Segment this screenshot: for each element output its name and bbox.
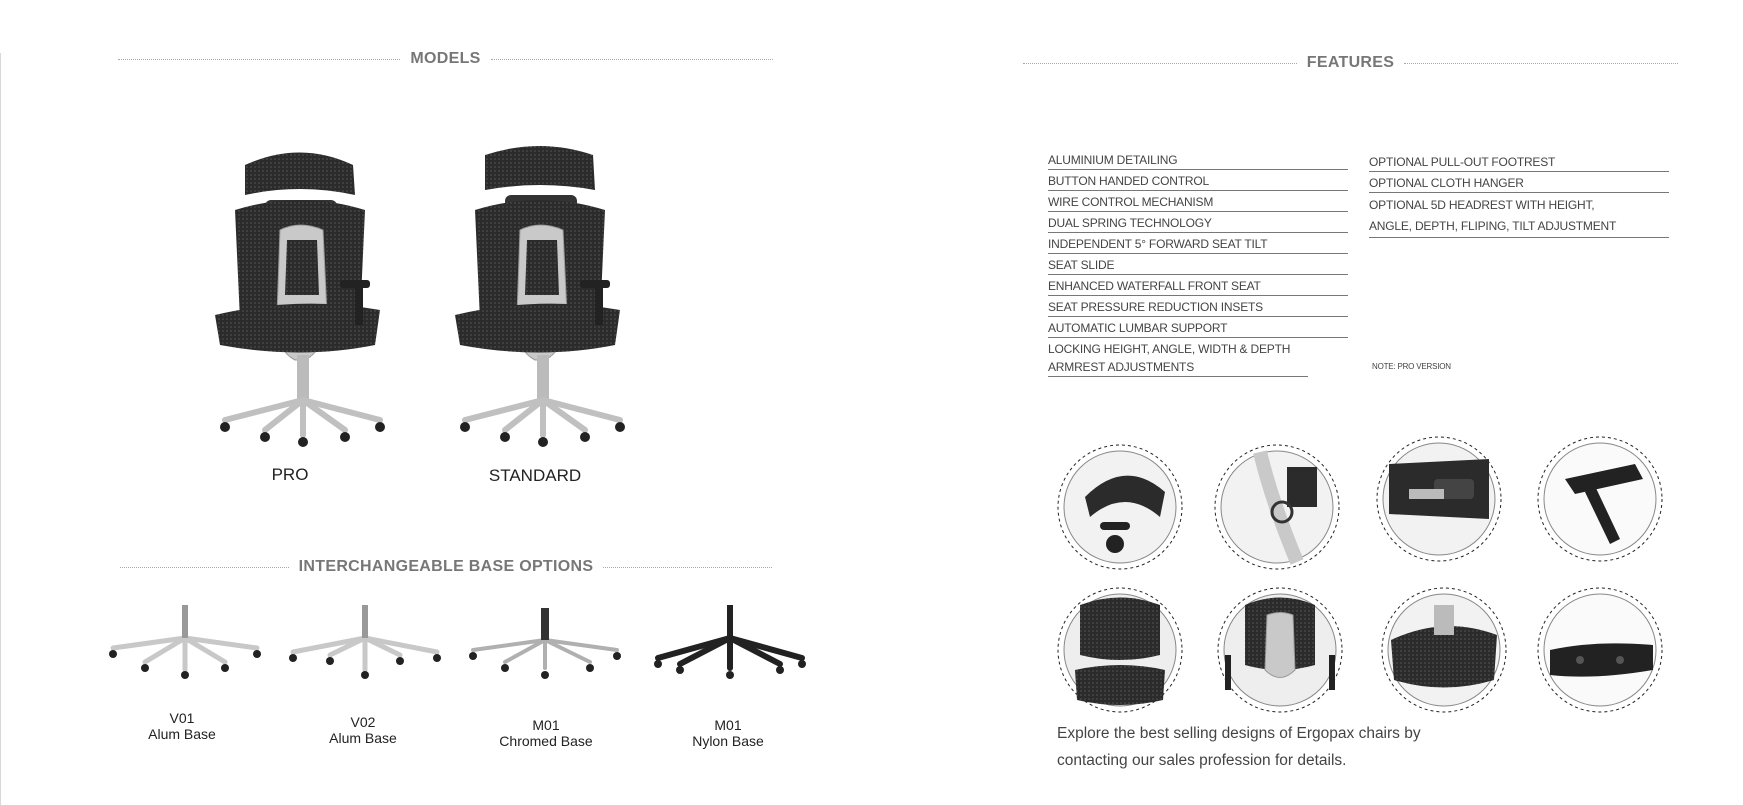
feature-item: SEAT SLIDE [1048,254,1348,275]
base-code: M01 [532,717,560,733]
base-code: M01 [714,717,742,733]
features-right-list [1369,151,1669,238]
features-left-list [1048,149,1348,377]
detail-back-mesh-circle [1055,585,1185,715]
base-name: Alum Base [329,730,397,746]
detail-armrest-circle [1535,434,1665,564]
detail-armrest-control-circle [1374,434,1504,564]
heading-rule [491,59,773,60]
base-caption-v01 [97,710,267,742]
models-title: MODELS [410,50,481,67]
feature-item: WIRE CONTROL MECHANISM [1048,191,1348,212]
page-edge-line [0,53,1,805]
feature-item: LOCKING HEIGHT, ANGLE, WIDTH & DEPTH ARMREST ADJUSTMENTS [1048,338,1308,377]
heading-rule [118,59,400,60]
base-name: Alum Base [148,726,216,742]
features-heading [1023,54,1678,72]
detail-seat-edge-circle [1535,585,1665,715]
feature-item: DUAL SPRING TECHNOLOGY [1048,212,1348,233]
feature-item: ALUMINIUM DETAILING [1048,149,1348,170]
base-m01-nylon-image [650,600,810,680]
heading-rule [1404,63,1678,64]
detail-seat-circle [1379,585,1509,715]
feature-item: OPTIONAL 5D HEADREST WITH HEIGHT, ANGLE, DEPTH, FLIPING, TILT ADJUSTMENT [1369,193,1669,238]
feature-item: AUTOMATIC LUMBAR SUPPORT [1048,317,1348,338]
base-caption-v02 [278,714,448,746]
detail-headrest-circle [1055,442,1185,572]
pro-version-note: NOTE: PRO VERSION [1372,362,1451,371]
heading-rule [603,567,772,568]
model-label-standard: STANDARD [488,466,582,485]
heading-rule [1023,63,1297,64]
detail-back-spring-circle [1212,442,1342,572]
base-code: V02 [350,714,376,730]
base-v02-image [285,600,445,680]
base-code: V01 [169,710,195,726]
chair-standard-image [445,145,655,455]
features-title: FEATURES [1306,54,1395,71]
contact-paragraph: Explore the best selling designs of Ergopax chairs by contacting our sales profession for details. [1057,725,1421,769]
chair-pro-image [205,145,415,455]
base-caption-m01-chromed [461,717,631,749]
model-label-pro: PRO [271,465,309,484]
feature-item: INDEPENDENT 5° FORWARD SEAT TILT [1048,233,1348,254]
detail-frame-circle [1215,585,1345,715]
base-name: Nylon Base [692,733,764,749]
base-caption-m01-nylon [643,717,813,749]
feature-item: OPTIONAL PULL-OUT FOOTREST [1369,151,1669,172]
base-v01-image [105,600,265,680]
feature-item: ENHANCED WATERFALL FRONT SEAT [1048,275,1348,296]
feature-item: OPTIONAL CLOTH HANGER [1369,172,1669,193]
base-name: Chromed Base [499,733,593,749]
feature-item: SEAT PRESSURE REDUCTION INSETS [1048,296,1348,317]
models-heading [118,50,773,68]
heading-rule [120,567,289,568]
bases-title: INTERCHANGEABLE BASE OPTIONS [298,558,594,575]
feature-item: BUTTON HANDED CONTROL [1048,170,1348,191]
bases-heading [120,558,772,576]
base-m01-chromed-image [465,600,625,680]
